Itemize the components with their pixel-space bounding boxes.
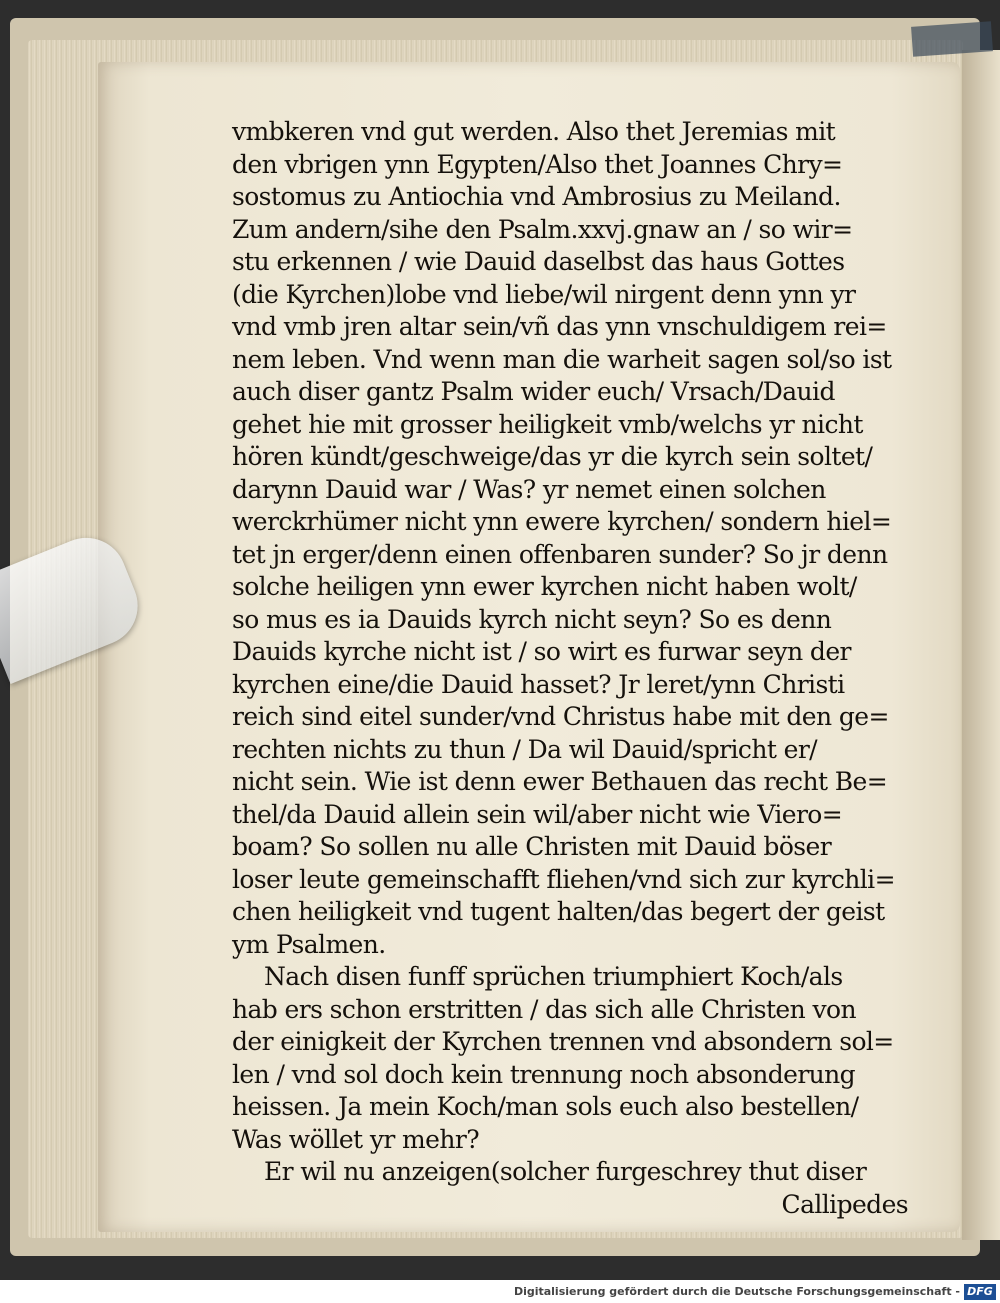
facing-page-edge <box>962 50 1000 1240</box>
text-line: len / vnd sol doch kein trennung noch absonderung <box>232 1059 856 1089</box>
text-line: hab ers schon erstritten / das sich alle Christen von <box>232 994 856 1024</box>
text-line: vnd vmb jren altar sein/vñ das ynn vnschuldigem rei= <box>232 312 887 341</box>
text-line: Dauids kyrche nicht ist / so wirt es furwar seyn der <box>232 637 851 666</box>
paragraph-start-line: Nach disen funff sprüchen triumphiert Koch/als <box>264 962 843 991</box>
text-line: den vbrigen ynn Egypten/Also thet Joannes Chry= <box>232 149 843 179</box>
text-line: vmbkeren vnd gut werden. Also thet Jeremias mit <box>232 117 836 146</box>
text-line: solche heiligen ynn ewer kyrchen nicht haben wolt/ <box>232 572 857 601</box>
text-line: darynn Dauid war / Was? yr nemet einen solchen <box>232 474 826 504</box>
text-line: boam? So sollen nu alle Christen mit Dauid böser <box>232 832 832 861</box>
text-line: nem leben. Vnd wenn man die warheit sagen sol/so ist <box>232 344 892 374</box>
text-line: (die Kyrchen)lobe vnd liebe/wil nirgent denn ynn yr <box>232 279 856 309</box>
page-text <box>232 116 912 1221</box>
text-line: heissen. Ja mein Koch/man sols euch also bestellen/ <box>232 1092 859 1121</box>
funding-credit: Digitalisierung gefördert durch die Deutsche Forschungsgemeinschaft - <box>513 1285 960 1298</box>
binding-strip <box>911 21 993 57</box>
dfg-logo: DFG <box>964 1284 996 1300</box>
text-line: werckrhümer nicht ynn ewere kyrchen/ sondern hiel= <box>232 507 892 536</box>
text-line: auch diser gantz Psalm wider euch/ Vrsach/Dauid <box>232 377 835 406</box>
text-line: sostomus zu Antiochia vnd Ambrosius zu Meiland. <box>232 182 841 211</box>
paragraph-start-line: Er wil nu anzeigen(solcher furgeschrey thut diser <box>264 1157 867 1186</box>
text-line: Was wöllet yr mehr? <box>232 1124 480 1154</box>
text-line: nicht sein. Wie ist denn ewer Bethauen das recht Be= <box>232 767 888 796</box>
text-line: so mus es ia Dauids kyrch nicht seyn? So es denn <box>232 604 832 634</box>
text-line: gehet hie mit grosser heiligkeit vmb/welchs yr nicht <box>232 409 863 439</box>
text-line: reich sind eitel sunder/vnd Christus habe mit den ge= <box>232 702 889 731</box>
text-line: thel/da Dauid allein sein wil/aber nicht wie Viero= <box>232 799 843 829</box>
text-line: loser leute gemeinschafft fliehen/vnd sich zur kyrchli= <box>232 864 895 894</box>
text-line: kyrchen eine/die Dauid hasset? Jr leret/ynn Christi <box>232 669 845 699</box>
text-line: chen heiligkeit vnd tugent halten/das begert der geist <box>232 897 885 926</box>
text-line: Zum andern/sihe den Psalm.xxvj.gnaw an / so wir= <box>232 214 853 244</box>
text-line: stu erkennen / wie Dauid daselbst das haus Gottes <box>232 247 845 276</box>
text-line: tet jn erger/denn einen offenbaren sunder? So jr denn <box>232 539 888 569</box>
text-line: der einigkeit der Kyrchen trennen vnd absondern sol= <box>232 1027 894 1056</box>
footer-bar <box>0 1283 1000 1303</box>
text-line: ym Psalmen. <box>232 929 386 959</box>
text-line: hören kündt/geschweige/das yr die kyrch sein soltet/ <box>232 442 873 471</box>
catchword: Callipedes <box>781 1189 908 1219</box>
text-line: rechten nichts zu thun / Da wil Dauid/spricht er/ <box>232 734 817 764</box>
